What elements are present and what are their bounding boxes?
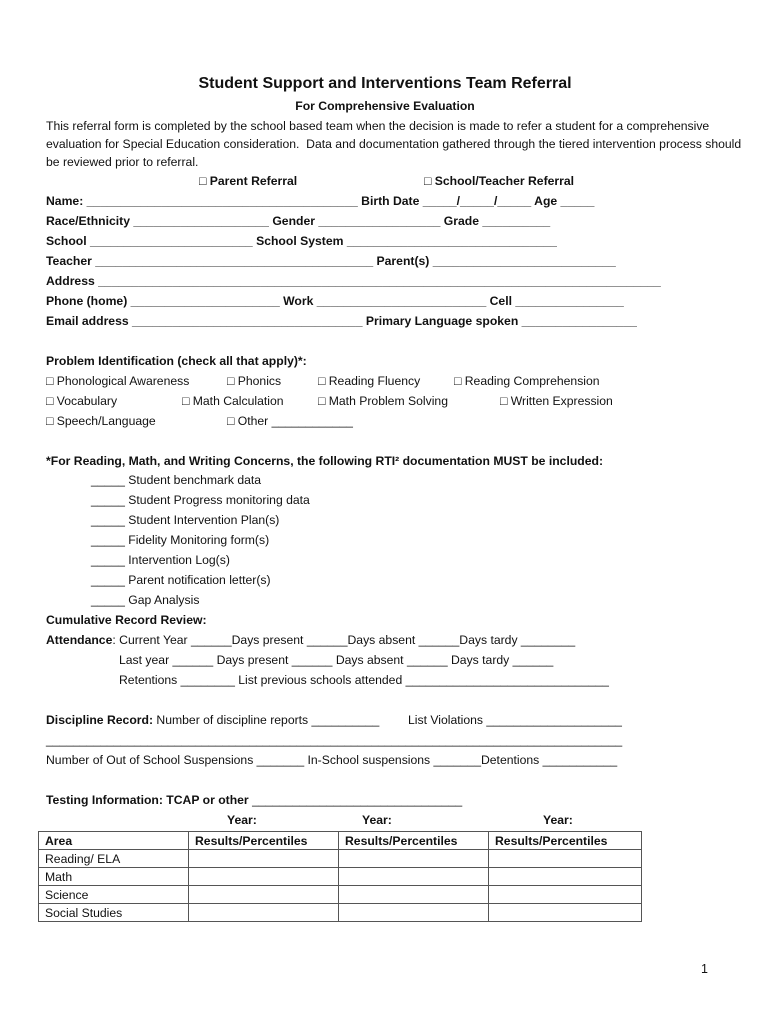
discipline-label: Discipline Record: xyxy=(46,713,154,727)
table-cell[interactable] xyxy=(189,868,339,886)
school-teacher-referral-checkbox[interactable]: □ School/Teacher Referral xyxy=(424,174,575,188)
table-row-area: Math xyxy=(39,868,189,886)
attendance-last-year-line[interactable]: Last year ______ Days present ______ Days absent ______ Days tardy ______ xyxy=(119,653,554,667)
table-cell[interactable] xyxy=(489,850,642,868)
testing-table xyxy=(38,831,642,922)
reading-comprehension-checkbox[interactable]: □ Reading Comprehension xyxy=(454,374,600,388)
speech-language-checkbox[interactable]: □ Speech/Language xyxy=(46,414,156,428)
math-calculation-checkbox[interactable]: □ Math Calculation xyxy=(182,394,284,408)
table-header-row xyxy=(39,832,642,850)
table-row xyxy=(39,850,642,868)
testing-label: Testing Information: TCAP or other xyxy=(46,793,253,807)
year-label-3: Year: xyxy=(543,813,573,827)
suspensions-line[interactable]: Number of Out of School Suspensions _______ In-School suspensions _______Detentions ___________ xyxy=(46,753,618,767)
retentions-line[interactable]: Retentions ________ List previous schools attended ______________________________ xyxy=(119,673,609,687)
name-field-line[interactable]: Name: ________________________________________ Birth Date _____/_____/_____ Age _____ xyxy=(46,194,595,208)
rti-heading: *For Reading, Math, and Writing Concerns, the following RTI² documentation MUST be included: xyxy=(46,454,604,468)
table-cell[interactable] xyxy=(339,850,489,868)
table-cell[interactable] xyxy=(489,868,642,886)
year-label-2: Year: xyxy=(362,813,392,827)
race-field-line[interactable]: Race/Ethnicity ____________________ Gender __________________ Grade __________ xyxy=(46,214,551,228)
phonological-awareness-checkbox[interactable]: □ Phonological Awareness xyxy=(46,374,190,388)
discipline-reports-text: Number of discipline reports __________ xyxy=(153,713,380,727)
rti-progress-item[interactable]: _____ Student Progress monitoring data xyxy=(91,493,310,507)
problem-heading: Problem Identification (check all that apply)*: xyxy=(46,354,307,368)
school-field-line[interactable]: School ________________________ School System _______________________________ xyxy=(46,234,557,248)
attendance-label: Attendance xyxy=(46,633,113,647)
table-row-area: Science xyxy=(39,886,189,904)
violations-blank-line[interactable]: _____________________________________________________________________________________ xyxy=(46,733,623,747)
form-title: Student Support and Interventions Team Referral xyxy=(198,75,572,92)
rti-plan-item[interactable]: _____ Student Intervention Plan(s) xyxy=(91,513,280,527)
intro-line-1: This referral form is completed by the school based team when the decision is made to refer a student for a comprehensive xyxy=(46,119,710,133)
table-header-area: Area xyxy=(39,832,189,850)
other-checkbox[interactable]: □ Other ____________ xyxy=(227,414,353,428)
table-cell[interactable] xyxy=(339,904,489,922)
year-label-1: Year: xyxy=(227,813,257,827)
table-header-results: Results/Percentiles xyxy=(489,832,642,850)
math-problem-solving-checkbox[interactable]: □ Math Problem Solving xyxy=(318,394,448,408)
parent-referral-checkbox[interactable]: □ Parent Referral xyxy=(199,174,298,188)
table-cell[interactable] xyxy=(339,886,489,904)
address-field-line[interactable]: Address ___________________________________________________________________________________ xyxy=(46,274,661,288)
table-cell[interactable] xyxy=(189,850,339,868)
form-subtitle: For Comprehensive Evaluation xyxy=(295,99,475,113)
testing-other-blank: _______________________________ xyxy=(252,793,463,807)
table-row xyxy=(39,868,642,886)
table-cell[interactable] xyxy=(189,904,339,922)
testing-line[interactable] xyxy=(46,792,462,808)
table-header-results: Results/Percentiles xyxy=(339,832,489,850)
table-cell[interactable] xyxy=(489,886,642,904)
attendance-current-text: : Current Year ______Days present ______Days absent ______Days tardy ________ xyxy=(112,633,576,647)
table-row xyxy=(39,904,642,922)
teacher-field-line[interactable]: Teacher _________________________________________ Parent(s) ___________________________ xyxy=(46,254,616,268)
table-header-results: Results/Percentiles xyxy=(189,832,339,850)
cumulative-heading: Cumulative Record Review: xyxy=(46,613,207,627)
table-cell[interactable] xyxy=(189,886,339,904)
intro-line-2: evaluation for Special Education consideration. Data and documentation gathered through the tiered intervention process should xyxy=(46,137,742,151)
table-row-area: Social Studies xyxy=(39,904,189,922)
attendance-current-line[interactable] xyxy=(46,632,575,648)
discipline-line[interactable] xyxy=(46,712,379,728)
phone-field-line[interactable]: Phone (home) ______________________ Work _________________________ Cell ________________ xyxy=(46,294,624,308)
table-cell[interactable] xyxy=(339,868,489,886)
list-violations-line[interactable]: List Violations ____________________ xyxy=(408,713,622,727)
table-cell[interactable] xyxy=(489,904,642,922)
page-number: 1 xyxy=(701,962,708,976)
rti-benchmark-item[interactable]: _____ Student benchmark data xyxy=(91,473,262,487)
rti-gap-item[interactable]: _____ Gap Analysis xyxy=(91,593,200,607)
rti-log-item[interactable]: _____ Intervention Log(s) xyxy=(91,553,230,567)
intro-line-3: be reviewed prior to referral. xyxy=(46,155,199,169)
rti-fidelity-item[interactable]: _____ Fidelity Monitoring form(s) xyxy=(91,533,270,547)
vocabulary-checkbox[interactable]: □ Vocabulary xyxy=(46,394,118,408)
email-field-line[interactable]: Email address __________________________________ Primary Language spoken _________________ xyxy=(46,314,637,328)
phonics-checkbox[interactable]: □ Phonics xyxy=(227,374,282,388)
reading-fluency-checkbox[interactable]: □ Reading Fluency xyxy=(318,374,421,388)
written-expression-checkbox[interactable]: □ Written Expression xyxy=(500,394,613,408)
table-row-area: Reading/ ELA xyxy=(39,850,189,868)
table-row xyxy=(39,886,642,904)
rti-letter-item[interactable]: _____ Parent notification letter(s) xyxy=(91,573,271,587)
